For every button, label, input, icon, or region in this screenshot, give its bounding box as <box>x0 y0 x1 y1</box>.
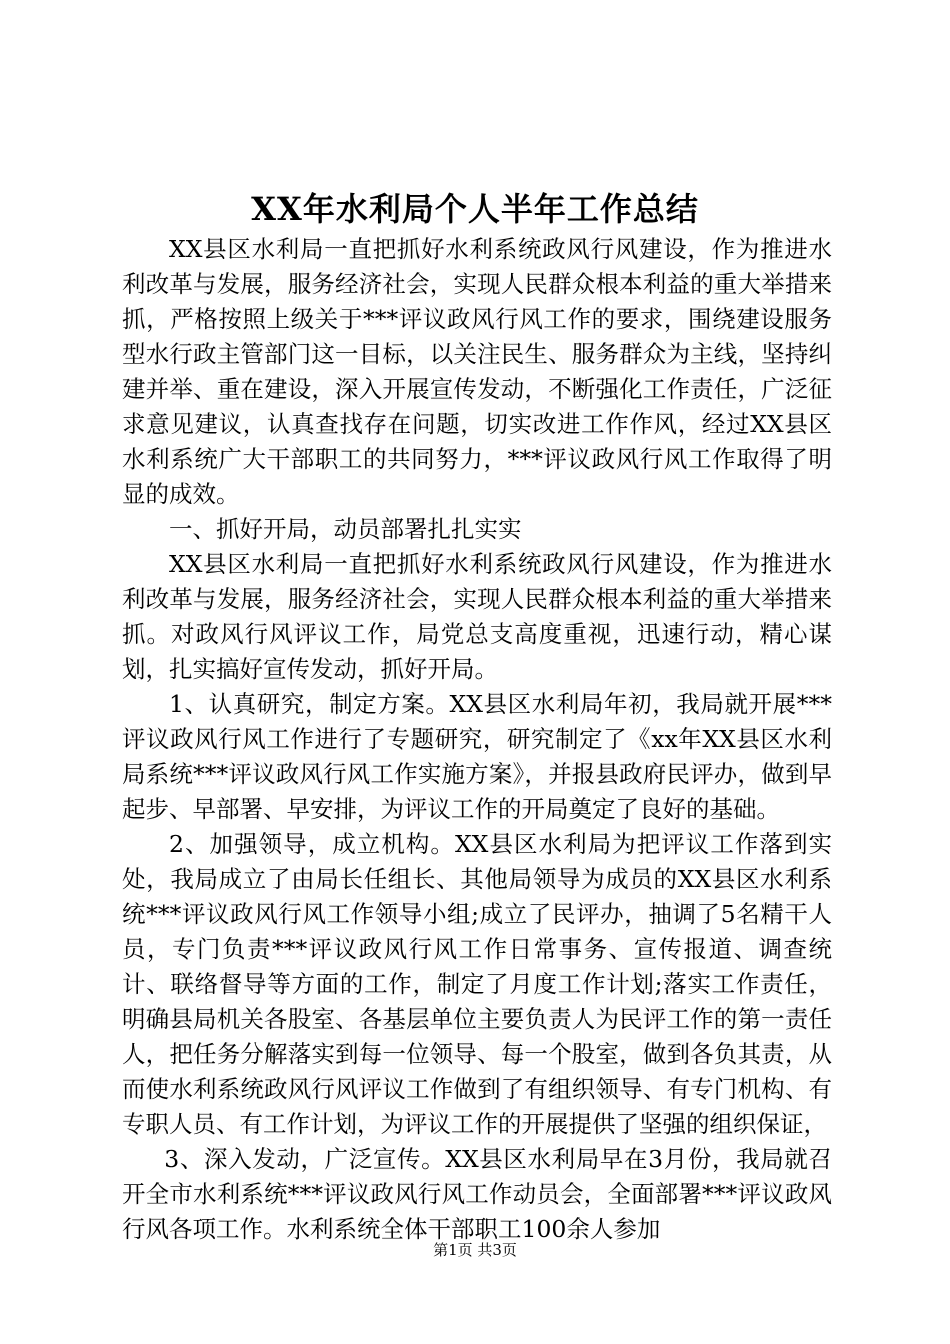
paragraph-intro: XX县区水利局一直把抓好水利系统政风行风建设，作为推进水利改革与发展，服务经济社会，实现人民群众根本利益的重大举措来抓，严格按照上级关于***评议政风行风工作的要求，围绕建设服务型水行政主管部门这一目标，以关注民生、服务群众为主线，坚持纠建并举、重在建设，深入开展宣传发动，不断强化工作责任，广泛征求意见建议，认真查找存在问题，切实改进工作作风，经过XX县区水利系统广大干部职工的共同努力，***评议政风行风工作取得了明显的成效。 <box>122 235 832 508</box>
paragraph-section-1-intro: XX县区水利局一直把抓好水利系统政风行风建设，作为推进水利改革与发展，服务经济社会，实现人民群众根本利益的重大举措来抓。对政风行风评议工作，局党总支高度重视，迅速行动，精心谋划，扎实搞好宣传发动，抓好开局。 <box>122 550 832 683</box>
paragraph-item-1: 1、认真研究，制定方案。XX县区水利局年初，我局就开展***评议政风行风工作进行了专题研究，研究制定了《xx年XX县区水利局系统***评议政风行风工作实施方案》，并报县政府民评办，做到早起步、早部署、早安排，为评议工作的开局奠定了良好的基础。 <box>122 690 832 823</box>
section-heading-1: 一、抓好开局，动员部署扎扎实实 <box>169 515 522 543</box>
paragraph-item-2: 2、加强领导，成立机构。XX县区水利局为把评议工作落到实处，我局成立了由局长任组长、其他局领导为成员的XX县区水利系统***评议政风行风工作领导小组;成立了民评办，抽调了5名精干人员，专门负责***评议政风行风工作日常事务、宣传报道、调查统计、联络督导等方面的工作，制定了月度工作计划;落实工作责任，明确县局机关各股室、各基层单位主要负责人为民评工作的第一责任人，把任务分解落实到每一位领导、每一个股室，做到各负其责，从而使水利系统政风行风评议工作做到了有组织领导、有专门机构、有专职人员、有工作计划，为评议工作的开展提供了坚强的组织保证， <box>122 830 832 1138</box>
page-footer: 第1页 共3页 <box>433 1241 517 1259</box>
document-body <box>122 232 832 1247</box>
paragraph-item-3: 3、深入发动，广泛宣传。XX县区水利局早在3月份，我局就召开全市水利系统***评议政风行风工作动员会，全面部署***评议政风行风各项工作。水利系统全体干部职工100余人参加 <box>122 1145 832 1243</box>
document-title: XX年水利局个人半年工作总结 <box>251 190 699 228</box>
